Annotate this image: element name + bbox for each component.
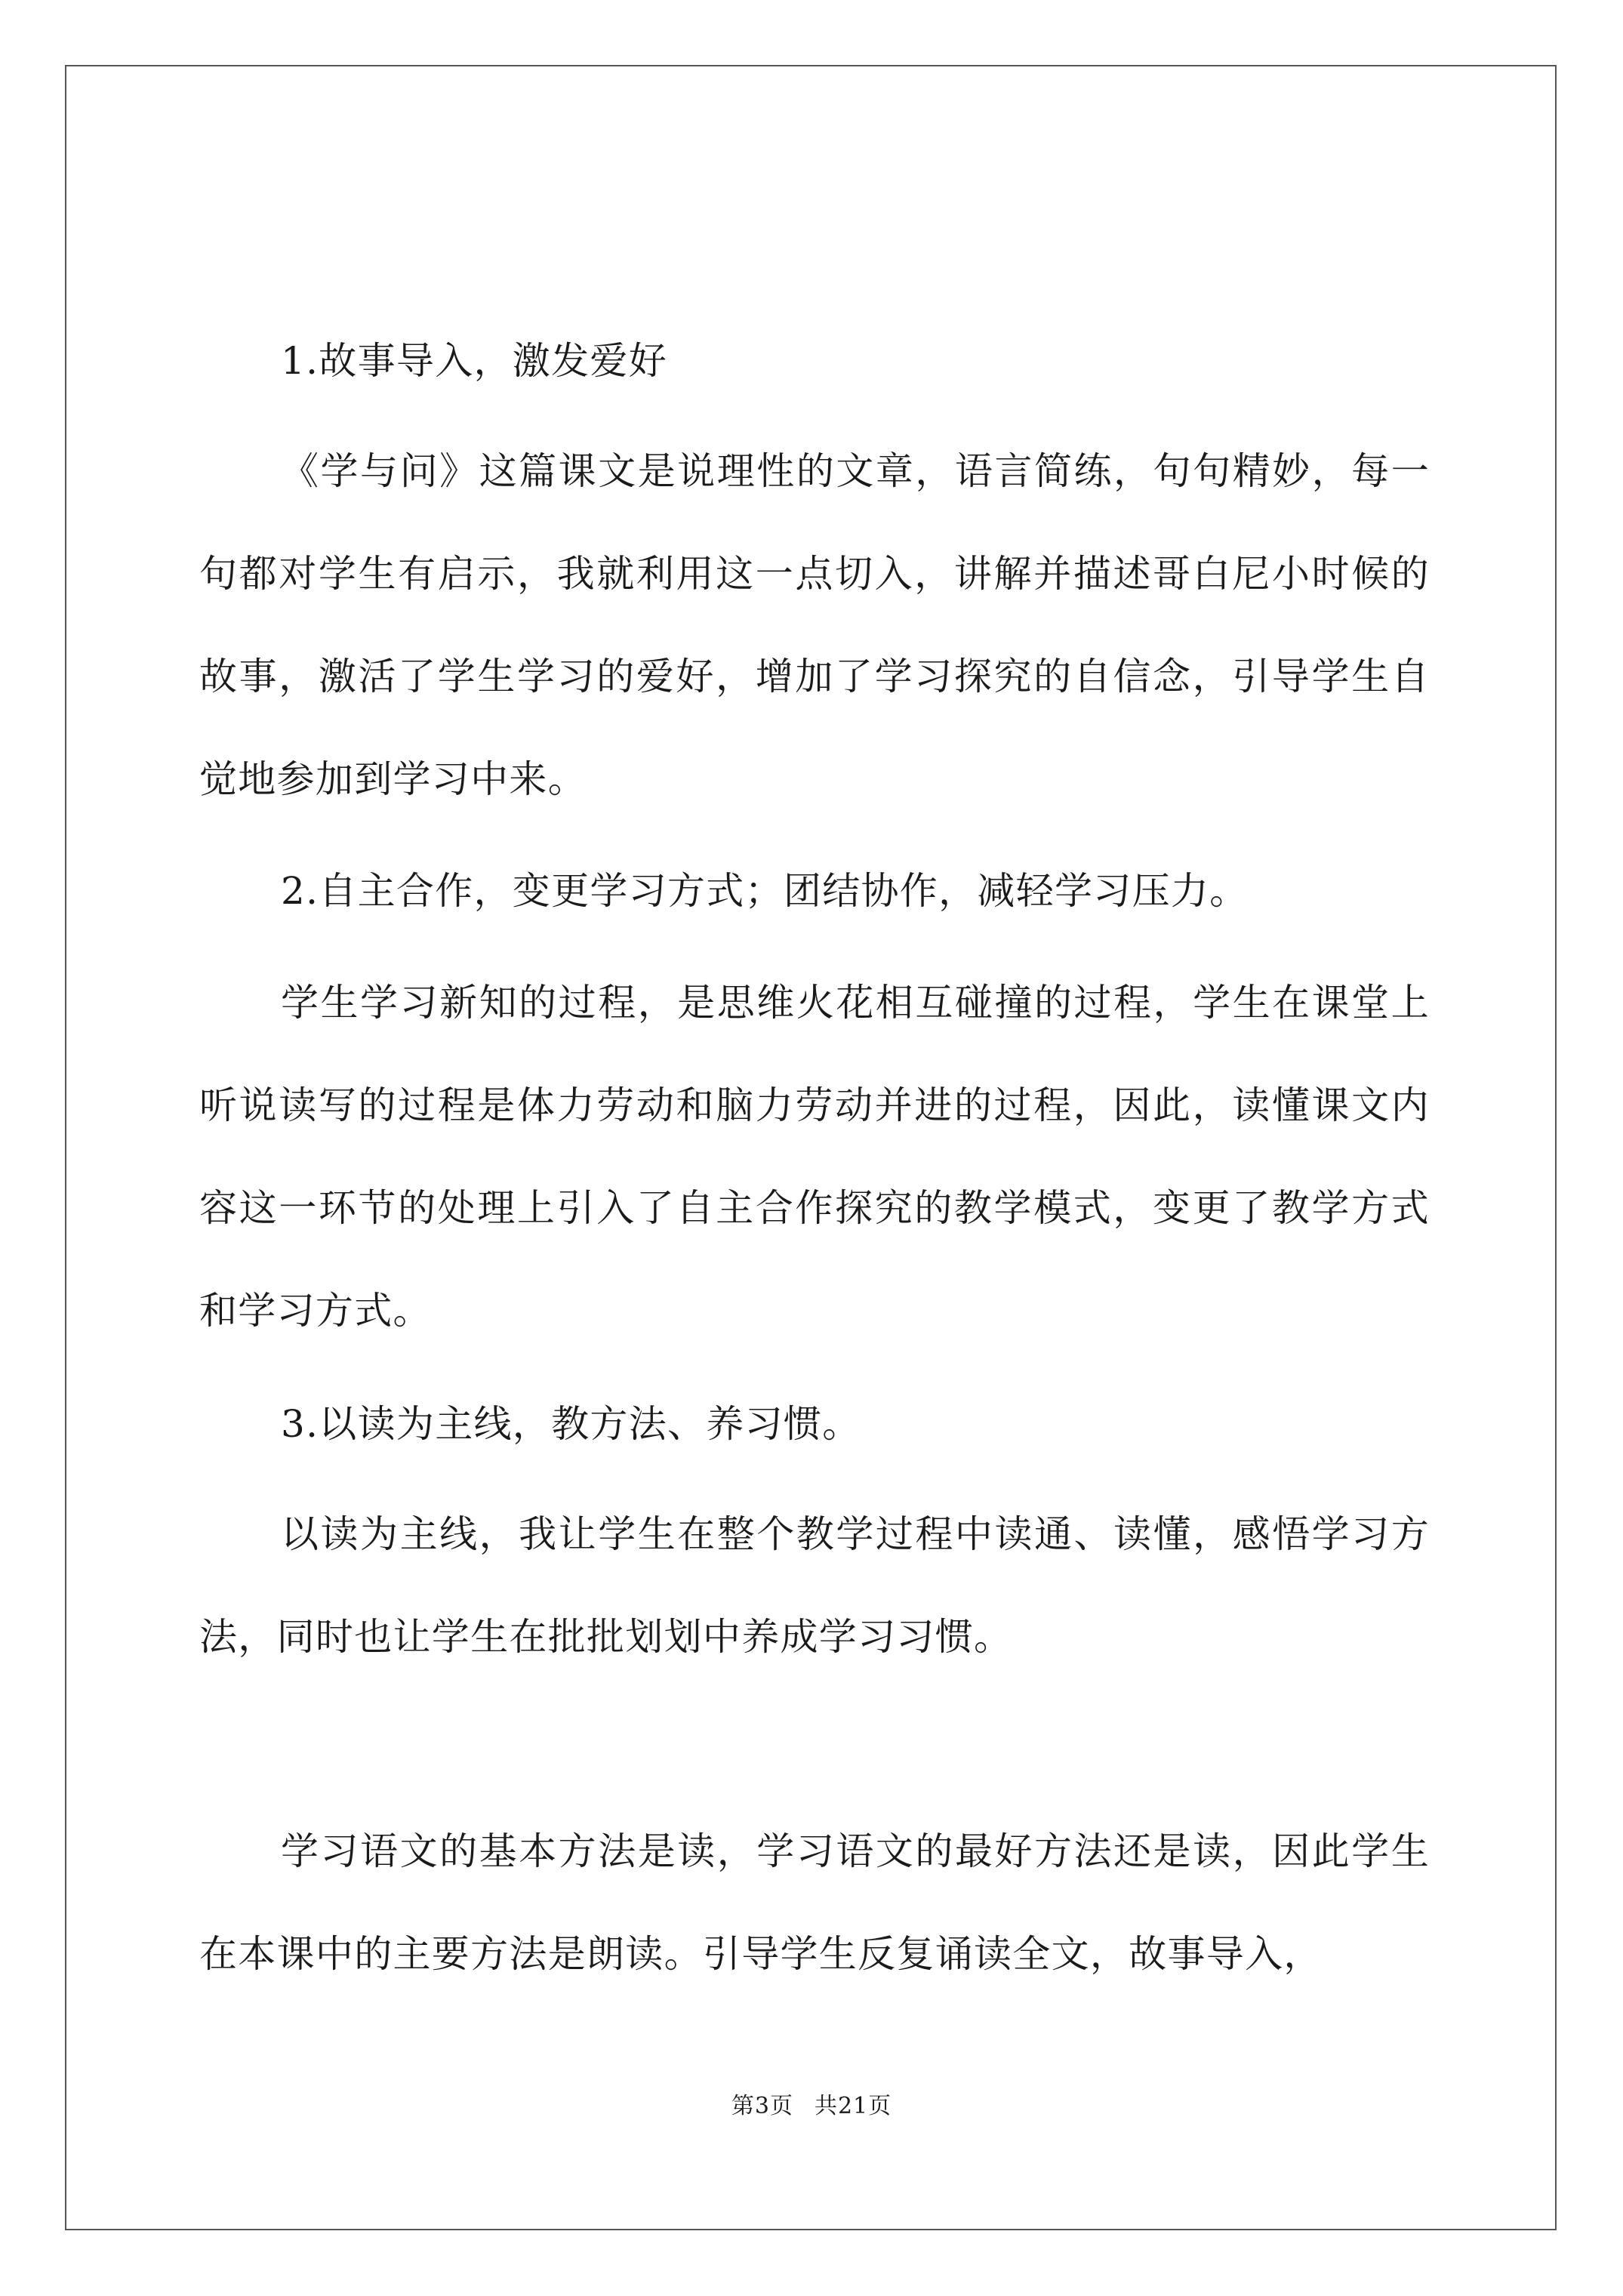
- page-number-total: 共21页: [814, 2093, 892, 2119]
- page-number-current: 第3页: [731, 2093, 793, 2119]
- paragraph-story-intro: 《学与问》这篇课文是说理性的文章，语言简练，句句精妙，每一句都对学生有启示，我就利用这一点切入，讲解并描述哥白尼小时候的故事，激活了学生学习的爱好，增加了学习探究的自信念，引导学生自觉地参加到学习中来。: [199, 449, 1430, 801]
- page-footer: [0, 2091, 1623, 2122]
- paragraph-reading: 以读为主线，我让学生在整个教学过程中读通、读懂，感悟学习方法，同时也让学生在批批划划中养成学习习惯。: [199, 1512, 1430, 1659]
- heading-story-intro: 1.故事导入，激发爱好: [281, 339, 668, 383]
- paragraph-method: 学习语文的基本方法是读，学习语文的最好方法还是读，因此学生在本课中的主要方法是朗读。引导学生反复诵读全文，故事导入，: [199, 1829, 1430, 1976]
- heading-reading: 3.以读为主线，教方法、养习惯。: [281, 1402, 861, 1446]
- heading-cooperation: 2.自主合作，变更学习方式；团结协作，减轻学习压力。: [281, 869, 1249, 913]
- paragraph-cooperation: 学生学习新知的过程，是思维火花相互碰撞的过程，学生在课堂上听说读写的过程是体力劳动和脑力劳动并进的过程，因此，读懂课文内容这一环节的处理上引入了自主合作探究的教学模式，变更了教学方式和学习方式。: [199, 981, 1430, 1333]
